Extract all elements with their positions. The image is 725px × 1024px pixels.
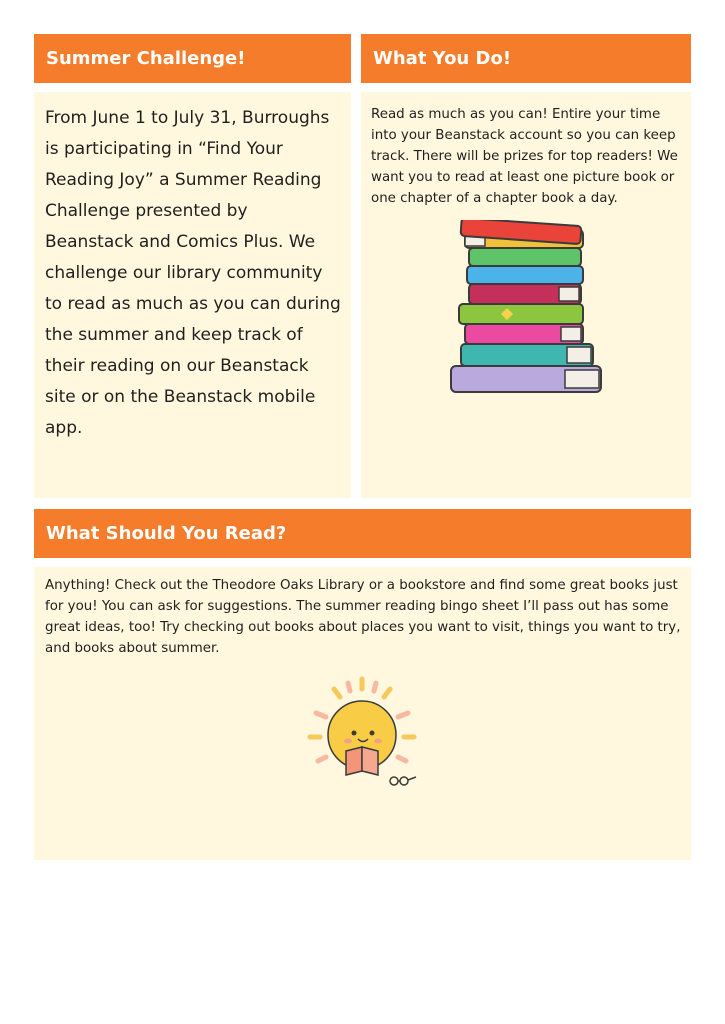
what-you-do-panel bbox=[361, 92, 691, 498]
what-should-you-read-text: Anything! Check out the Theodore Oaks Library or a bookstore and find some great books just for you! You can ask for suggestions. The summer reading bingo sheet I’ll pass out has some great ideas, too! Try checking out books about places you want to visit, things you want to try, and books about summer. bbox=[45, 578, 681, 656]
what-should-you-read-title: What Should You Read? bbox=[46, 523, 287, 544]
what-you-do-header bbox=[361, 34, 691, 83]
summer-challenge-header bbox=[34, 34, 351, 83]
what-you-do-text: Read as much as you can! Entire your time into your Beanstack account so you can keep track. There will be prizes for top readers! We want you to read at least one picture book or one chapter of a chapter book a day. bbox=[371, 107, 678, 206]
sun-reading-book-icon bbox=[304, 675, 424, 795]
summer-challenge-title: Summer Challenge! bbox=[46, 48, 246, 69]
stack-of-books-icon bbox=[447, 220, 607, 400]
summer-challenge-panel bbox=[34, 92, 351, 498]
what-you-do-title: What You Do! bbox=[373, 48, 512, 69]
what-should-you-read-header bbox=[34, 509, 691, 558]
what-should-you-read-panel bbox=[34, 567, 691, 860]
summer-challenge-text: From June 1 to July 31, Burroughs is participating in “Find Your Reading Joy” a Summer Reading Challenge presented by Beanstack and Comics Plus. We challenge our library community to read as much as you can during the summer and keep track of their reading on our Beanstack site or on the Beanstack mobile app. bbox=[45, 108, 341, 438]
